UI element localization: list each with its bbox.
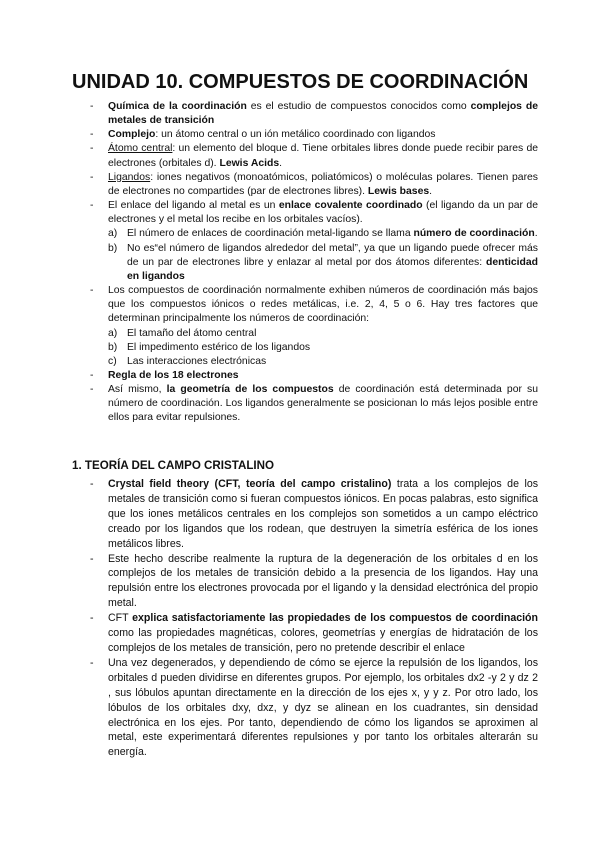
bold-text: complejos de metales de transición <box>108 101 539 127</box>
list-item <box>90 128 538 142</box>
list-item <box>90 100 538 128</box>
section1-list <box>90 477 538 760</box>
list-item <box>90 199 538 227</box>
sub-marker: b) <box>108 341 118 353</box>
section-heading: 1. TEORÍA DEL CAMPO CRISTALINO <box>72 459 275 472</box>
bold-text: Regla de los 18 electrones <box>108 369 239 381</box>
list-item <box>90 284 538 326</box>
list-item <box>90 656 538 760</box>
text: El impedimento estérico de los ligandos <box>127 341 311 353</box>
bold-text: enlace covalente coordinado <box>278 200 423 212</box>
list-item <box>90 369 538 383</box>
bold-text: explica satisfactoriamente las propiedades de los compuestos de coordinación <box>132 612 538 625</box>
text: El enlace del ligando al metal es un <box>108 200 279 212</box>
text: Las interacciones electrónicas <box>127 355 267 367</box>
text: : un elemento del bloque d. Tiene orbitales libres donde puede recibir pares de electrones (orbitales d). <box>108 143 538 169</box>
list-item <box>90 552 538 612</box>
intro-list <box>90 100 538 426</box>
list-item <box>90 142 538 170</box>
text: Este hecho describe realmente la ruptura de la degeneración de los orbitales d en los complejos de los metales de transición debido a la presencia de los ligandos. Hay una repulsión entre los electrones provocada por el ligando y la densidad electrónica del propio metal. <box>108 552 538 610</box>
list-item <box>90 383 538 425</box>
sub-list <box>90 227 538 284</box>
underlined-term: Átomo central <box>108 143 173 155</box>
text: de coordinación está determinada por su número de coordinación. Los ligandos generalmente se posicionan lo más lejos posible entre ellos para evitar repulsiones. <box>108 384 538 424</box>
list-item <box>90 171 538 199</box>
bold-text: Lewis bases <box>367 185 430 197</box>
sublist-container <box>90 227 538 284</box>
page-title: UNIDAD 10. COMPUESTOS DE COORDINACIÓN <box>72 71 529 93</box>
sub-marker: b) <box>108 242 118 254</box>
sub-marker: a) <box>108 228 118 240</box>
underlined-term: Ligandos <box>108 171 151 183</box>
text: (el ligando da un par de electrones y el metal los recibe en los orbitales vacíos). <box>108 200 538 226</box>
text: El número de enlaces de coordinación metal-ligando se llama <box>127 228 414 240</box>
text: No es“el número de ligandos alrededor del metal”, ya que un ligando puede ofrecer más de un par de electrones libre y enlazar al metal por dos átomos diferentes: <box>127 242 538 268</box>
sublist-container <box>90 327 538 369</box>
list-item <box>90 611 538 656</box>
bold-text: denticidad en ligandos <box>127 256 538 282</box>
sub-list <box>90 327 538 369</box>
text: CFT <box>108 612 133 625</box>
bold-text: Lewis Acids <box>219 157 280 169</box>
bold-text: Crystal field theory (CFT, teoría del campo cristalino) <box>108 478 392 490</box>
text: : iones negativos (monoatómicos, poliatómicos) o moléculas polares. Tienen pares de electrones no compartides (par de electrones libres). <box>108 171 538 197</box>
text: Una vez degenerados, y dependiendo de cómo se ejerce la repulsión de los ligandos, los orbitales d pueden dividirse en diferentes grupos. Por ejemplo, los orbitales dx2 -y 2 y dz 2 , sus lóbulos apuntan directamente en la dirección de los ejes x, y y z. Por otro lado, los lóbulos de los orbitales dxy, dxz, y dyz se alinean en los cuadrantes, sin densidad electrónica en los ejes. Por tanto, dependiendo de cómo los ligandos se aproximen al metal, este experimentará diferentes repulsiones y por tanto los orbitales alterarán su energía. <box>108 656 538 759</box>
text: : un átomo central o un ión metálico coordinado con ligandos <box>155 129 436 141</box>
sub-item <box>108 341 538 355</box>
sub-marker: c) <box>108 355 117 367</box>
text: Los compuestos de coordinación normalmente exhiben números de coordinación más bajos que los compuestos iónicos o redes metálicas, i.e. 2, 4, 5 o 6. Hay tres factores que determinan principalmente los números de coordinación: <box>108 285 538 325</box>
text: . <box>279 157 283 169</box>
sub-item <box>108 227 538 241</box>
bold-text: Química de la coordinación <box>108 101 247 112</box>
sub-item <box>108 242 538 284</box>
text: trata a los complejos de los metales de transición como si fueran compuestos iónicos. En pocas palabras, esto significa que los iones metálicos centrales en los complejos son sometidos a un campo eléctrico creado por los ligandos que los rodean, que destruyen la simetría esférica de los iones metálicos libres. <box>108 478 539 550</box>
text: El tamaño del átomo central <box>127 327 257 339</box>
text: es el estudio de compuestos conocidos como <box>246 101 471 112</box>
text: . <box>429 185 433 197</box>
text: Así mismo, <box>108 384 167 396</box>
sub-item <box>108 327 538 341</box>
text: . <box>534 228 538 240</box>
bold-text: Complejo <box>108 129 156 141</box>
sub-item <box>108 355 538 369</box>
text: como las propiedades magnéticas, colores, geometrías y energías de hidratación de los complejos de los metales de transición, pero no pretende describir el enlace <box>108 627 538 654</box>
bold-text: número de coordinación <box>413 228 535 240</box>
bold-text: la geometría de los compuestos <box>166 384 334 396</box>
list-item <box>90 477 538 552</box>
sub-marker: a) <box>108 327 118 339</box>
